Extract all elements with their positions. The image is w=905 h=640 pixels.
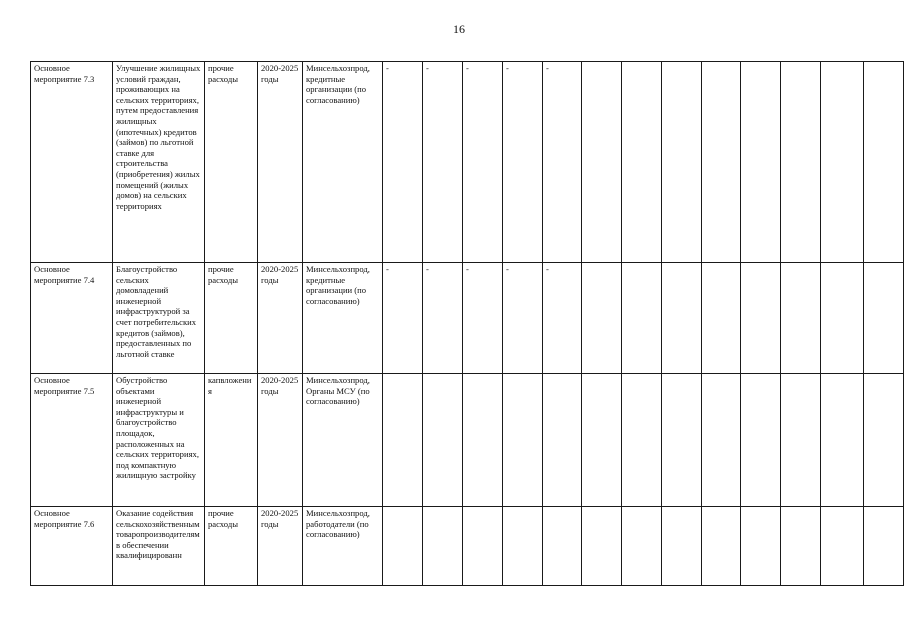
period-cell [258,62,303,263]
expense-type-text: прочие расходы [208,264,238,285]
activity-name-cell [31,507,113,586]
executor-text: Минсельхозпрод, работодатели (по согласованию) [306,508,370,540]
activity-name-text: Основное мероприятие 7.4 [34,264,95,285]
value-cell: - [503,263,543,374]
value-cell [864,507,904,586]
expense-type-cell [205,507,258,586]
expense-type-cell [205,62,258,263]
executor-text: Минсельхозпрод, кредитные организации (по согласованию) [306,63,370,105]
value-cell [662,263,702,374]
period-text: 2020-2025 годы [261,264,299,285]
value-cell [864,263,904,374]
activity-description-cell [113,62,205,263]
value-cell [423,507,463,586]
value-cell [383,374,423,507]
value-cell [503,374,543,507]
executor-cell [303,507,383,586]
activity-name-text: Основное мероприятие 7.3 [34,63,95,84]
value-cell [781,263,821,374]
activity-description-text: Обустройство объектами инженерной инфраструктуры и благоустройство площадок, расположенных на сельских территориях, под компактную жилищную застройку [116,375,199,481]
value-cell [582,62,622,263]
value-cell: - [423,263,463,374]
executor-text: Минсельхозпрод, кредитные организации (по согласованию) [306,264,370,306]
activity-name-text: Основное мероприятие 7.6 [34,508,95,529]
value-cell [821,62,864,263]
value-cell [741,507,781,586]
activity-name-cell [31,62,113,263]
expense-type-text: прочие расходы [208,508,238,529]
value-cell [582,507,622,586]
value-cell [702,62,741,263]
executor-cell [303,62,383,263]
executor-cell [303,374,383,507]
value-cell [622,374,662,507]
table-row [31,374,904,507]
expense-type-cell [205,374,258,507]
value-cell [582,263,622,374]
value-cell [864,62,904,263]
value-cell [741,62,781,263]
value-cell [662,507,702,586]
value-cell: - [463,62,503,263]
value-cell: - [463,263,503,374]
value-cell [781,62,821,263]
period-cell [258,263,303,374]
activity-description-cell [113,374,205,507]
value-cell: - [543,62,582,263]
period-text: 2020-2025 годы [261,63,299,84]
value-cell [702,263,741,374]
activity-description-text: Оказание содействия сельскохозяйственным товаропроизводителям в обеспечении квалифицированн [116,508,200,561]
value-cell [543,507,582,586]
value-cell: - [383,263,423,374]
activity-description-cell [113,507,205,586]
expense-type-text: капвложения [208,375,252,396]
value-cell [741,263,781,374]
executor-text: Минсельхозпрод, Органы МСУ (по согласованию) [306,375,370,407]
value-cell [662,62,702,263]
period-text: 2020-2025 годы [261,375,299,396]
period-cell [258,507,303,586]
activity-name-cell [31,374,113,507]
value-cell [781,374,821,507]
activity-description-cell [113,263,205,374]
table-row [31,263,904,374]
activity-description-text: Благоустройство сельских домовладений инженерной инфраструктурой за счет потребительских кредитов (займов), предоставленных по льготной ставке [116,264,197,359]
value-cell [463,507,503,586]
value-cell [821,263,864,374]
activity-description-text: Улучшение жилищных условий граждан, проживающих на сельских территориях, путем предоставления жилищных (ипотечных) кредитов (займов) по льготной ставке для строительства (приобретения) жилых помещений (жилых домов) на сельских территориях [116,63,201,211]
table-row [31,62,904,263]
activity-name-cell [31,263,113,374]
table-row [31,507,904,586]
value-cell [702,507,741,586]
value-cell [622,263,662,374]
value-cell [423,374,463,507]
value-cell [503,507,543,586]
value-cell: - [503,62,543,263]
expense-type-cell [205,263,258,374]
value-cell [781,507,821,586]
period-text: 2020-2025 годы [261,508,299,529]
executor-cell [303,263,383,374]
value-cell [662,374,702,507]
program-activities-table [30,61,904,586]
value-cell [383,507,423,586]
value-cell [622,62,662,263]
page-number: 16 [453,22,465,36]
value-cell: - [423,62,463,263]
value-cell [702,374,741,507]
value-cell: - [383,62,423,263]
value-cell [821,507,864,586]
value-cell [622,507,662,586]
value-cell [864,374,904,507]
value-cell [821,374,864,507]
value-cell [463,374,503,507]
value-cell [741,374,781,507]
value-cell: - [543,263,582,374]
period-cell [258,374,303,507]
expense-type-text: прочие расходы [208,63,238,84]
value-cell [543,374,582,507]
activity-name-text: Основное мероприятие 7.5 [34,375,95,396]
value-cell [582,374,622,507]
